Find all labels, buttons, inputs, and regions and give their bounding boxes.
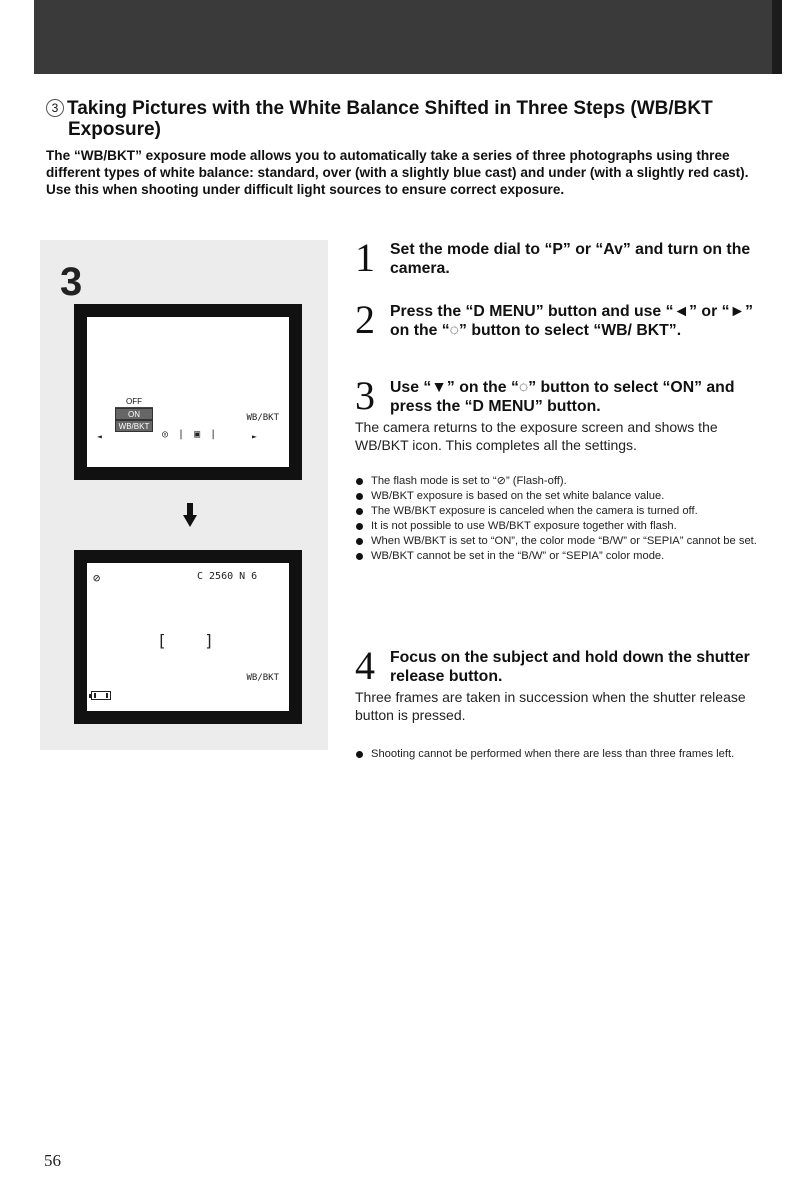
exposure-screen bbox=[74, 550, 302, 724]
menu-screen bbox=[74, 304, 302, 480]
step-heading: Use “▼” on the “◌” button to select “ON” and press the “D MENU” button. bbox=[390, 379, 735, 415]
menu-icons: ◎ | ▣ | bbox=[162, 429, 219, 440]
note-item: When WB/BKT is set to “ON”, the color mode “B/W” or “SEPIA” cannot be set. bbox=[355, 534, 767, 548]
section-title bbox=[46, 98, 766, 140]
step-heading: Press the “D MENU” button and use “◄” or “►” on the “◌” button to select “WB/ BKT”. bbox=[390, 303, 754, 339]
menu-option-wbbkt: WB/BKT bbox=[115, 420, 153, 432]
step-3 bbox=[355, 373, 767, 454]
intro-paragraph-2: Use this when shooting under difficult light sources to ensure correct exposure. bbox=[46, 182, 565, 197]
wbbkt-label: WB/BKT bbox=[246, 673, 279, 683]
page-number: 56 bbox=[44, 1151, 61, 1170]
note-item: WB/BKT cannot be set in the “B/W” or “SEPIA” color mode. bbox=[355, 549, 767, 563]
battery-icon bbox=[91, 691, 111, 700]
title-line-1: Taking Pictures with the White Balance Shifted in Three Steps (WB/BKT bbox=[67, 98, 713, 119]
step-number: 4 bbox=[355, 643, 375, 688]
menu-option-off: OFF bbox=[115, 396, 153, 408]
illustration-panel bbox=[40, 240, 328, 750]
note-item: It is not possible to use WB/BKT exposure together with flash. bbox=[355, 519, 767, 533]
step-number: 2 bbox=[355, 297, 375, 342]
flash-off-icon: ⊘ bbox=[93, 571, 101, 585]
note-item: WB/BKT exposure is based on the set white balance value. bbox=[355, 489, 767, 503]
note-item: The flash mode is set to “⊘” (Flash-off). bbox=[355, 474, 767, 488]
right-arrow-icon: ► bbox=[252, 432, 257, 441]
figure-step-label: 3 bbox=[60, 260, 83, 304]
step-number: 1 bbox=[355, 235, 375, 280]
intro-paragraph-1: The “WB/BKT” exposure mode allows you to automatically take a series of three photographs using three different types of white balance: standard, over (with a slightly blue cast) and under (with a slightly red cast). bbox=[46, 148, 749, 180]
header-bar bbox=[34, 0, 782, 74]
wbbkt-label: WB/BKT bbox=[246, 413, 279, 423]
step-body: Three frames are taken in succession when the shutter release button is pressed. bbox=[355, 689, 746, 723]
left-arrow-icon: ◄ bbox=[97, 432, 102, 441]
step-4-notes bbox=[355, 747, 767, 762]
section-number: 3 bbox=[46, 99, 64, 117]
step-body: The camera returns to the exposure screen and shows the WB/BKT icon. This completes all the settings. bbox=[355, 419, 718, 453]
step-heading: Set the mode dial to “P” or “Av” and turn on the camera. bbox=[390, 241, 751, 277]
step-1 bbox=[355, 235, 767, 280]
note-item: Shooting cannot be performed when there are less than three frames left. bbox=[355, 747, 767, 761]
step-number: 3 bbox=[355, 373, 375, 418]
exposure-info: C 2560 N 6 bbox=[197, 571, 258, 582]
menu-option-list bbox=[115, 396, 153, 432]
header-bar-edge bbox=[772, 0, 782, 74]
step-3-notes bbox=[355, 474, 767, 564]
note-item: The WB/BKT exposure is canceled when the camera is turned off. bbox=[355, 504, 767, 518]
step-4 bbox=[355, 643, 767, 724]
menu-option-on: ON bbox=[115, 408, 153, 420]
intro-text bbox=[46, 147, 766, 198]
title-line-2: Exposure) bbox=[68, 119, 161, 140]
down-arrow-icon bbox=[183, 503, 197, 529]
focus-brackets: [ ] bbox=[157, 631, 228, 650]
step-2 bbox=[355, 297, 767, 342]
step-heading: Focus on the subject and hold down the shutter release button. bbox=[390, 649, 750, 685]
